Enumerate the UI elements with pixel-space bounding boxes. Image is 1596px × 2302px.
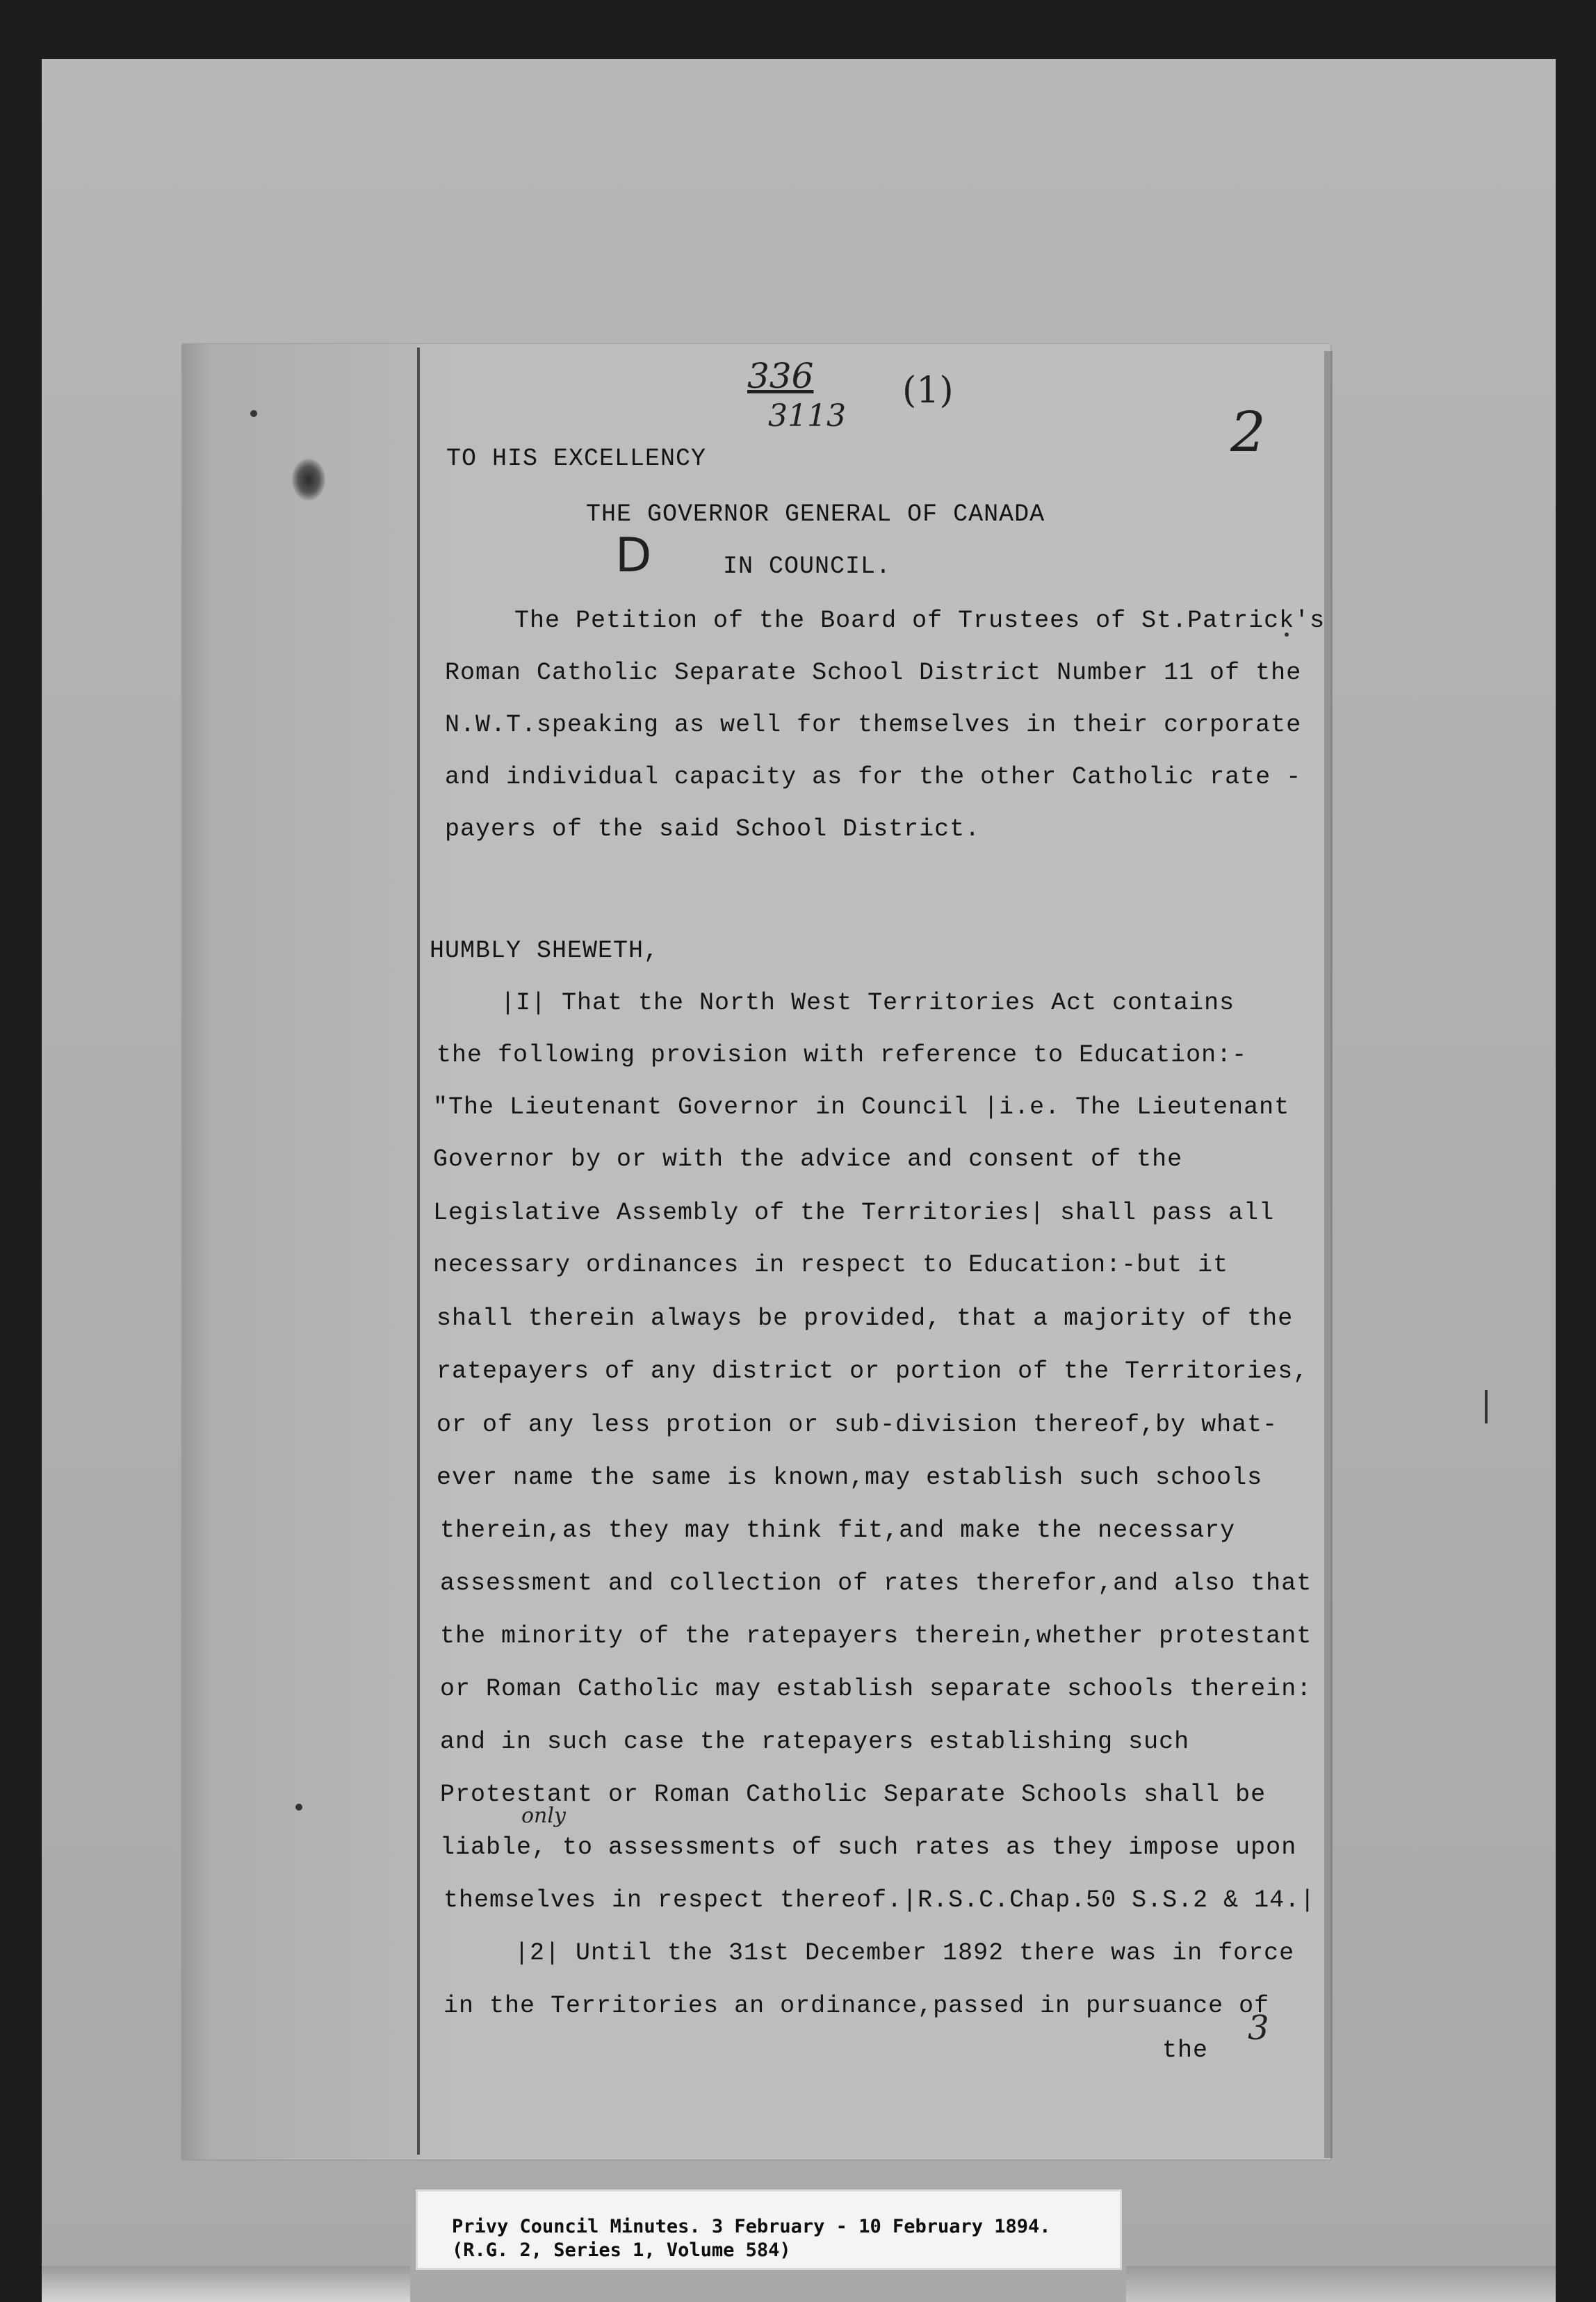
film-strip-left: [42, 2266, 410, 2302]
page-left-margin: [182, 344, 418, 2160]
handwritten-insertion: only: [521, 1804, 566, 1828]
body-line: Governor by or with the advice and consent of the: [433, 1145, 1183, 1173]
archival-mark: (1): [902, 370, 954, 411]
handwritten-letter: D: [615, 528, 652, 583]
caption-line-1: Privy Council Minutes. 3 February - 10 February 1894.: [452, 2216, 1051, 2237]
body-line: therein,as they may think fit,and make the necessary: [440, 1517, 1236, 1544]
ink-blot: [292, 459, 325, 500]
body-line: or of any less protion or sub-division thereof,by what-: [437, 1411, 1278, 1439]
salutation: HUMBLY SHEWETH,: [430, 937, 660, 965]
body-line: assessment and collection of rates therefor,and also that: [440, 1569, 1312, 1597]
address-line-2: THE GOVERNOR GENERAL OF CANADA: [586, 500, 1045, 528]
catchword: the: [1162, 2036, 1209, 2064]
intro-line: Roman Catholic Separate School District Number 11 of the: [445, 659, 1302, 687]
body-line: liable, to assessments of such rates as they impose upon: [440, 1834, 1297, 1861]
intro-line: The Petition of the Board of Trustees of St.Patrick's: [514, 607, 1326, 635]
corner-note: 3: [1248, 2009, 1269, 2048]
body-line: necessary ordinances in respect to Education:-but it: [433, 1251, 1229, 1279]
body-line: |2| Until the 31st December 1892 there was in force: [514, 1939, 1295, 1967]
archival-number-top: 336: [747, 356, 814, 396]
body-line: Legislative Assembly of the Territories| shall pass all: [433, 1199, 1275, 1227]
body-line: |I| That the North West Territories Act contains: [500, 989, 1235, 1017]
body-line: the minority of the ratepayers therein,whether protestant: [440, 1622, 1312, 1650]
caption-line-2: (R.G. 2, Series 1, Volume 584): [452, 2239, 791, 2261]
intro-line: N.W.T.speaking as well for themselves in their corporate: [445, 711, 1302, 739]
archival-number-bottom: 3113: [768, 398, 846, 434]
intro-line: and individual capacity as for the other Catholic rate -: [445, 763, 1302, 791]
ink-speck: [250, 410, 257, 417]
body-line: Protestant or Roman Catholic Separate Schools shall be: [440, 1781, 1267, 1809]
body-line: in the Territories an ordinance,passed in pursuance of: [443, 1992, 1270, 2020]
body-line: ratepayers of any district or portion of the Territories,: [437, 1357, 1309, 1385]
body-line: "The Lieutenant Governor in Council |i.e. The Lieutenant: [433, 1093, 1290, 1121]
body-line: shall therein always be provided, that a majority of the: [437, 1305, 1294, 1332]
page-edge-shadow: [1324, 351, 1333, 2158]
address-line-1: TO HIS EXCELLENCY: [446, 445, 707, 473]
body-line: and in such case the ratepayers establishing such: [440, 1728, 1190, 1756]
intro-line: payers of the said School District.: [445, 815, 981, 843]
margin-mark: [1485, 1390, 1488, 1423]
film-strip-right: [1126, 2266, 1556, 2302]
body-line: themselves in respect thereof.|R.S.C.Chap.50 S.S.2 & 14.|: [443, 1886, 1316, 1914]
body-line: ever name the same is known,may establish such schools: [437, 1464, 1263, 1492]
address-line-3: IN COUNCIL.: [723, 553, 892, 580]
margin-rule: [417, 348, 420, 2155]
ink-speck: [295, 1804, 302, 1811]
body-line: or Roman Catholic may establish separate schools therein:: [440, 1675, 1312, 1703]
page-number: 2: [1230, 400, 1266, 464]
body-line: the following provision with reference to Education:-: [437, 1041, 1248, 1069]
